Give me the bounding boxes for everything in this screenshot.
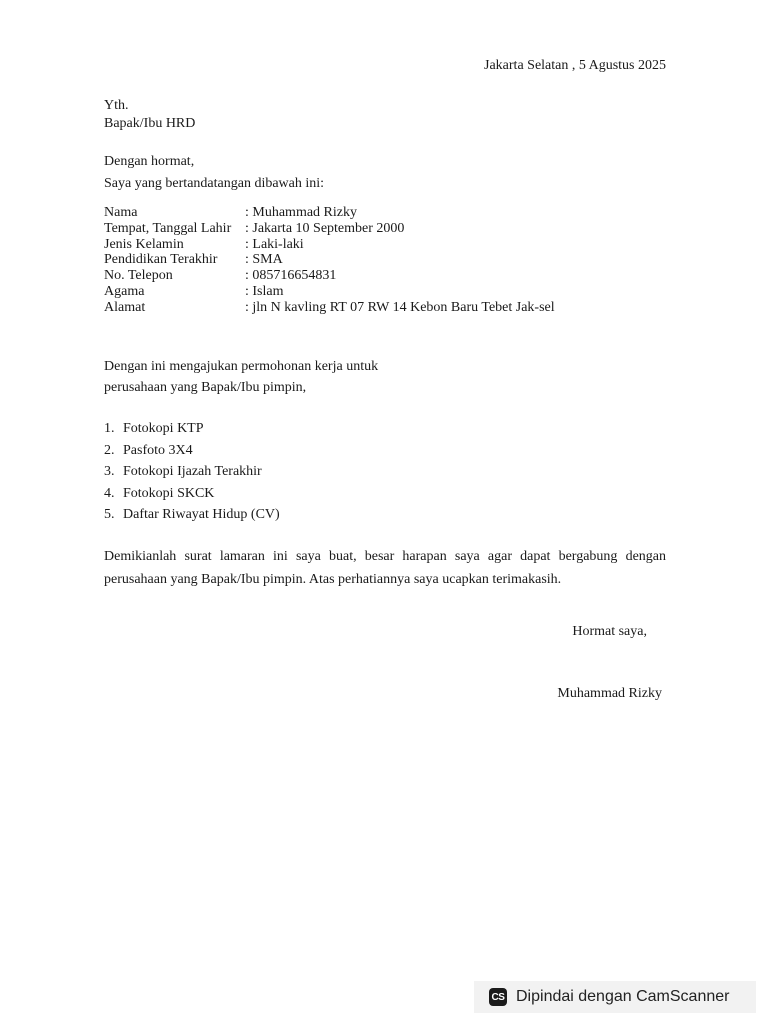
list-item-text: Fotokopi Ijazah Terakhir [123, 464, 262, 479]
identity-value: : Muhammad Rizky [245, 205, 357, 220]
identity-value: : Laki-laki [245, 236, 304, 252]
list-item-text: Daftar Riwayat Hidup (CV) [123, 507, 280, 522]
recipient-name: Bapak/Ibu HRD [104, 116, 196, 131]
identity-row [104, 221, 555, 237]
identity-label: No. Telepon [104, 268, 173, 284]
identity-value: : 085716654831 [245, 268, 337, 284]
identity-label: Nama [104, 205, 138, 220]
list-item-text: Fotokopi KTP [123, 421, 204, 436]
attachment-list [104, 418, 280, 526]
list-item-number: 3. [104, 464, 115, 479]
identity-value: : Islam [245, 283, 284, 299]
list-item-number: 2. [104, 442, 115, 458]
list-item [104, 461, 280, 483]
camscanner-label: Dipindai dengan CamScanner [516, 988, 730, 1005]
closing-line: perusahaan yang Bapak/Ibu pimpin. Atas perhatiannya saya ucapkan terimakasih. [104, 572, 562, 587]
list-item [104, 504, 280, 526]
identity-value: : SMA [245, 252, 283, 268]
camscanner-watermark [474, 981, 756, 1013]
closing-line: Demikianlah surat lamaran ini saya buat, besar harapan saya agar dapat bergabung dengan [104, 549, 666, 564]
purpose-line: Dengan ini mengajukan permohonan kerja untuk [104, 359, 379, 374]
identity-row [104, 205, 555, 221]
signer-name: Muhammad Rizky [557, 686, 662, 701]
list-item-number: 1. [104, 421, 115, 436]
intro-sentence: Saya yang bertandatangan dibawah ini: [104, 176, 325, 191]
list-item [104, 418, 280, 440]
identity-label: Agama [104, 283, 145, 299]
greeting-block [104, 151, 324, 195]
list-item [104, 483, 280, 505]
identity-label: Alamat [104, 299, 146, 315]
recipient-salutation: Yth. [104, 98, 129, 113]
greeting: Dengan hormat, [104, 154, 195, 169]
recipient-block [104, 97, 195, 133]
identity-row [104, 252, 555, 268]
identity-value: : Jakarta 10 September 2000 [245, 220, 405, 236]
list-item-text: Pasfoto 3X4 [123, 442, 193, 458]
identity-label: Tempat, Tanggal Lahir [104, 220, 232, 236]
identity-row [104, 284, 555, 300]
identity-table [104, 205, 555, 316]
place-date: Jakarta Selatan , 5 Agustus 2025 [484, 58, 666, 73]
list-item-number: 5. [104, 507, 115, 522]
identity-value: : jln N kavling RT 07 RW 14 Kebon Baru Tebet Jak-sel [245, 299, 555, 315]
list-item-number: 4. [104, 485, 115, 501]
list-item-text: Fotokopi SKCK [123, 485, 215, 501]
camscanner-logo-icon: CS [489, 988, 507, 1006]
purpose-line: perusahaan yang Bapak/Ibu pimpin, [104, 380, 307, 395]
purpose-paragraph [104, 356, 378, 398]
identity-row [104, 268, 555, 284]
identity-row [104, 237, 555, 253]
identity-label: Jenis Kelamin [104, 236, 184, 252]
identity-row [104, 300, 555, 316]
regards: Hormat saya, [572, 624, 647, 639]
identity-label: Pendidikan Terakhir [104, 252, 218, 268]
closing-paragraph [104, 545, 666, 591]
list-item [104, 440, 280, 462]
